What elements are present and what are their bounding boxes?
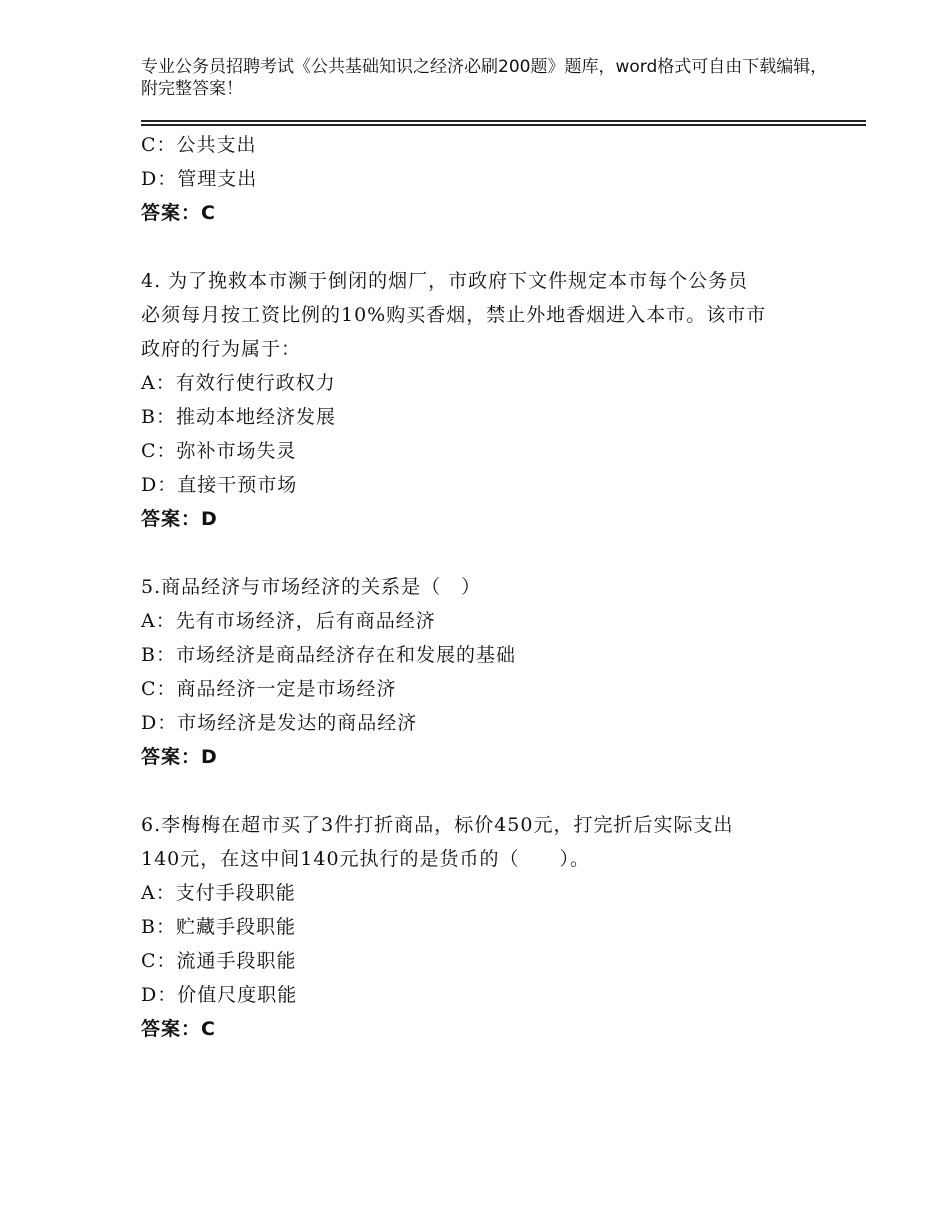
answer-line: 答案：C <box>141 1018 216 1040</box>
option-d: D：管理支出 <box>141 168 258 190</box>
answer-line: 答案：D <box>141 508 218 530</box>
spacer <box>141 230 821 264</box>
question-stem-line: 140元，在这中间140元执行的是货币的（ ）。 <box>141 848 591 870</box>
option-a: A：支付手段职能 <box>141 882 296 904</box>
option-c: C：流通手段职能 <box>141 950 297 972</box>
spacer <box>141 536 821 570</box>
option-d: D：价值尺度职能 <box>141 984 298 1006</box>
answer-line: 答案：C <box>141 202 216 224</box>
option-c: C：公共支出 <box>141 134 257 156</box>
document-body <box>141 128 821 1046</box>
question-stem-line: 政府的行为属于： <box>141 338 302 360</box>
question-5 <box>141 570 821 774</box>
option-d: D：直接干预市场 <box>141 474 298 496</box>
option-a: A：先有市场经济，后有商品经济 <box>141 610 436 632</box>
question-stem-line: 必须每月按工资比例的10%购买香烟，禁止外地香烟进入本市。该市市 <box>141 304 767 326</box>
question-stem-line: 6.李梅梅在超市买了3件打折商品，标价450元，打完折后实际支出 <box>141 814 734 836</box>
page-header: 专业公务员招聘考试《公共基础知识之经济必刷200题》题库，word格式可自由下载编辑，附完整答案！ <box>141 57 828 99</box>
prev-question <box>141 128 821 230</box>
question-stem-line: 5.商品经济与市场经济的关系是（ ） <box>141 576 482 598</box>
option-d: D：市场经济是发达的商品经济 <box>141 712 418 734</box>
question-4 <box>141 264 821 536</box>
spacer <box>141 774 821 808</box>
option-b: B：市场经济是商品经济存在和发展的基础 <box>141 644 516 666</box>
option-c: C：商品经济一定是市场经济 <box>141 678 397 700</box>
question-6 <box>141 808 821 1046</box>
option-b: B：推动本地经济发展 <box>141 406 336 428</box>
answer-line: 答案：D <box>141 746 218 768</box>
question-stem-line: 4. 为了挽救本市濒于倒闭的烟厂，市政府下文件规定本市每个公务员 <box>141 270 749 292</box>
option-b: B：贮藏手段职能 <box>141 916 296 938</box>
option-c: C：弥补市场失灵 <box>141 440 297 462</box>
option-a: A：有效行使行政权力 <box>141 372 336 394</box>
header-rule-top <box>141 120 866 122</box>
header-rule-bottom <box>141 124 866 126</box>
